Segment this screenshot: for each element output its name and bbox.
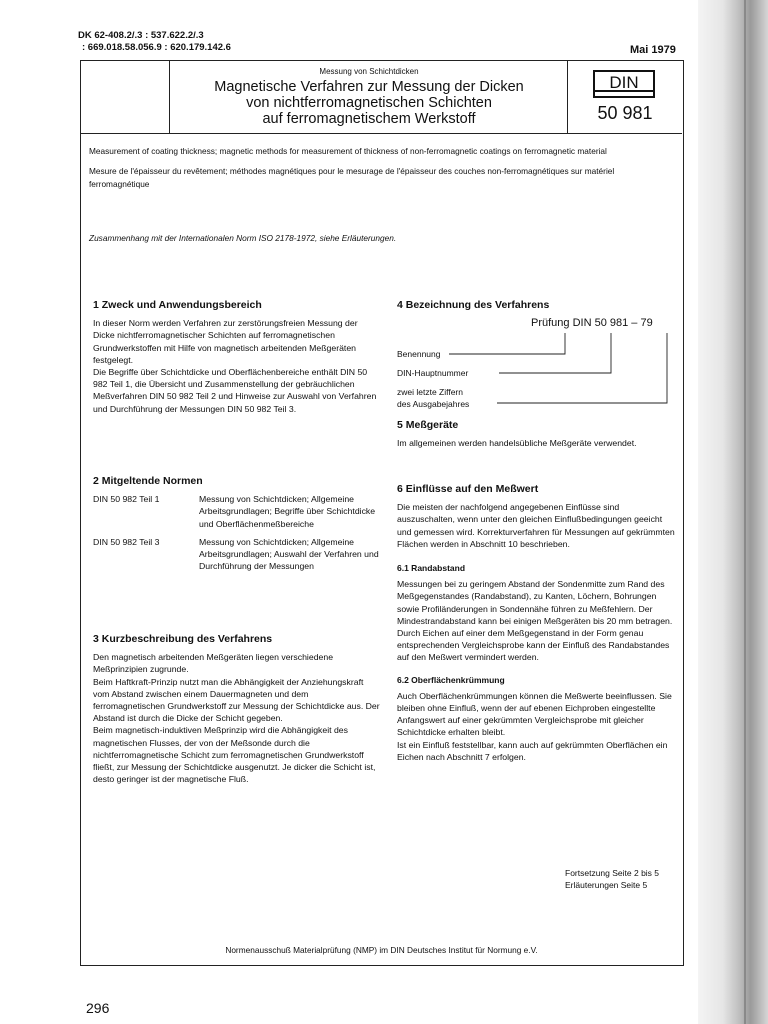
header-left-cell <box>81 61 170 133</box>
iso-relation-note: Zusammenhang mit der Internationalen Norm ISO 2178-1972, siehe Erläuterungen. <box>89 233 397 243</box>
continuation-line-1: Fortsetzung Seite 2 bis 5 <box>565 868 660 878</box>
title-header <box>81 61 682 134</box>
section-4-heading: 4 Bezeichnung des Verfahrens <box>397 299 550 311</box>
section-1-para-1: In dieser Norm werden Verfahren zur zerstörungsfreien Messung der Dicke nichtferromagnetischer Schichten auf ferromagnetischen Grundwerkstoffen mit Hilfe von magnetisch arbeitenden Meßgeräten festgelegt. <box>93 318 358 365</box>
norm-ref: DIN 50 982 Teil 1 <box>93 494 160 505</box>
header-title <box>169 79 569 127</box>
section-5-heading: 5 Meßgeräte <box>397 419 459 431</box>
din-number: 50 981 <box>597 103 653 123</box>
book-spine-edge <box>744 0 746 1024</box>
section-3-para-1: Den magnetisch arbeitenden Meßgeräten liegen verschiedene Meßprinzipien zugrunde. <box>93 652 334 675</box>
norm-text: Messung von Schichtdicken; Allgemeine Arbeitsgrundlagen; Auswahl der Verfahren und Durchführung der Messungen <box>199 536 379 572</box>
norm-row <box>93 493 381 530</box>
standard-sheet-frame <box>80 60 684 966</box>
section-6-2-heading: 6.2 Oberflächenkrümmung <box>397 674 505 685</box>
header-subtitle: Messung von Schichtdicken <box>319 67 419 76</box>
section-6-text: Die meisten der nachfolgend angegebenen Einflüsse sind auszuschalten, wenn unter den gleichen Einflußbedingungen geeicht und gemessen wird. Korrekturverfahren für Messungen auf gekrümmten Flächen werden in Abschnitt 10 beschrieben. <box>397 502 675 549</box>
title-line-1: Magnetische Verfahren zur Messung der Dicken <box>214 79 524 95</box>
continuation-note <box>565 867 659 891</box>
dk-line-1: DK 62-408.2/.3 : 537.622.2/.3 <box>78 30 204 41</box>
continuation-line-2: Erläuterungen Seite 5 <box>565 880 648 890</box>
section-3-para-2: Beim Haftkraft-Prinzip nutzt man die Abhängigkeit der Anziehungskraft vom Abstand zwischen einem Dauermagneten und dem ferromagnetischen Grundwerkstoff zur Messung der Schichtdicke aus. Der Abstand ist durch die Dicke der Schicht gegeben. <box>93 676 380 724</box>
section-1 <box>93 299 381 415</box>
section-3-heading: 3 Kurzbeschreibung des Verfahrens <box>93 633 273 645</box>
section-4 <box>397 299 679 413</box>
norm-ref: DIN 50 982 Teil 3 <box>93 536 160 547</box>
section-6-2-text-1: Auch Oberflächenkrümmungen können die Meßwerte beeinflussen. Sie bleiben ohne Einfluß, wenn der auf ebenen Eichproben eingestellte Anfangswert auf einer gekrümmten Vergleichsprobe mit gleicher Schichtdicke erhalten bleibt. <box>397 690 672 738</box>
issue-date: Mai 1979 <box>630 44 676 56</box>
norm-text: Messung von Schichtdicken; Allgemeine Arbeitsgrundlagen; Begriffe über Schichtdicke und Oberflächenmeßbereiche <box>199 494 376 529</box>
dk-line-2: : 669.018.58.056.9 : 620.179.142.6 <box>82 42 231 53</box>
translations <box>89 145 675 198</box>
label-benennung: Benennung <box>397 349 441 360</box>
title-line-3: auf ferromagnetischem Werkstoff <box>262 111 476 127</box>
french-title: Mesure de l'épaisseur du revêtement; méthodes magnétiques pour le mesurage de l'épaisseur des couches non-ferromagnétiques sur matériel ferromagnétique <box>89 166 615 189</box>
designation-diagram <box>397 317 679 413</box>
page-number: 296 <box>86 1000 110 1016</box>
section-5-text: Im allgemeinen werden handelsübliche Meßgeräte verwendet. <box>397 438 637 449</box>
english-title: Measurement of coating thickness; magnetic methods for measurement of thickness of non-ferromagnetic coatings on ferromagnetic material <box>89 146 607 156</box>
section-6-2-text-2: Ist ein Einfluß feststellbar, kann auch auf gekrümmten Oberflächen ein Eichen nach Abschnitt 7 erfolgen. <box>397 739 668 762</box>
section-2 <box>93 475 381 578</box>
label-din-hauptnummer: DIN-Hauptnummer <box>397 368 469 379</box>
section-6 <box>397 483 679 763</box>
dk-classification <box>78 30 231 54</box>
norm-row <box>93 536 381 573</box>
section-5 <box>397 419 679 449</box>
header-din-cell <box>567 61 682 133</box>
book-spine-shadow <box>698 0 768 1024</box>
section-3 <box>93 633 381 785</box>
section-6-1-heading: 6.1 Randabstand <box>397 563 466 574</box>
section-2-heading: 2 Mitgeltende Normen <box>93 475 203 487</box>
section-1-heading: 1 Zweck und Anwendungsbereich <box>93 299 262 311</box>
din-logo-text: DIN <box>609 73 639 92</box>
designation-code: Prüfung DIN 50 981 – 79 <box>531 317 653 330</box>
footer-publisher: Normenausschuß Materialprüfung (NMP) im DIN Deutsches Institut für Normung e.V. <box>225 945 538 955</box>
label-ziffern: zwei letzte Ziffern <box>397 387 463 398</box>
section-6-heading: 6 Einflüsse auf den Meßwert <box>397 483 539 495</box>
din-logo-icon <box>592 69 656 99</box>
section-1-para-2: Die Begriffe über Schichtdicke und Oberflächenbereiche enthält DIN 50 982 Teil 1, die Übersicht und Zusammenstellung der gebräuchlichen Meßverfahren DIN 50 982 Teil 2 und Hinweise zur Auswahl von Verfahren und Durchführung der Messungen DIN 50 982 Teil 3. <box>93 367 377 414</box>
section-3-para-3: Beim magnetisch-induktiven Meßprinzip wird die Abhängigkeit des magnetischen Flusses, der von der Meßsonde durch die nichtferromagnetische Schicht zum ferromagnetischen Grundwerkstoff fließt, zur Messung der Schichtdicke ausgenutzt. Je dicker die Schicht ist, desto geringer ist der magnetische Fluß. <box>93 725 376 785</box>
section-6-1-text: Messungen bei zu geringem Abstand der Sondenmitte zum Rand des Meßgegenstandes (Randabstand), zu Kanten, Löchern, Bohrungen sowie Profiländerungen in Sondennähe führen zu Meßfehlern. Der Mindestrandabstand kann bei einigen Meßgeräten bis 20 mm betragen. Durch Eichen auf einer dem Meßgegenstand in der Form genau entsprechenden Vergleichsprobe kann der Einfluß des Randabstandes auf den Meßwert vermindert werden. <box>397 579 673 663</box>
title-line-2: von nichtferromagnetischen Schichten <box>246 95 492 111</box>
label-ausgabejahr: des Ausgabejahres <box>397 399 470 410</box>
